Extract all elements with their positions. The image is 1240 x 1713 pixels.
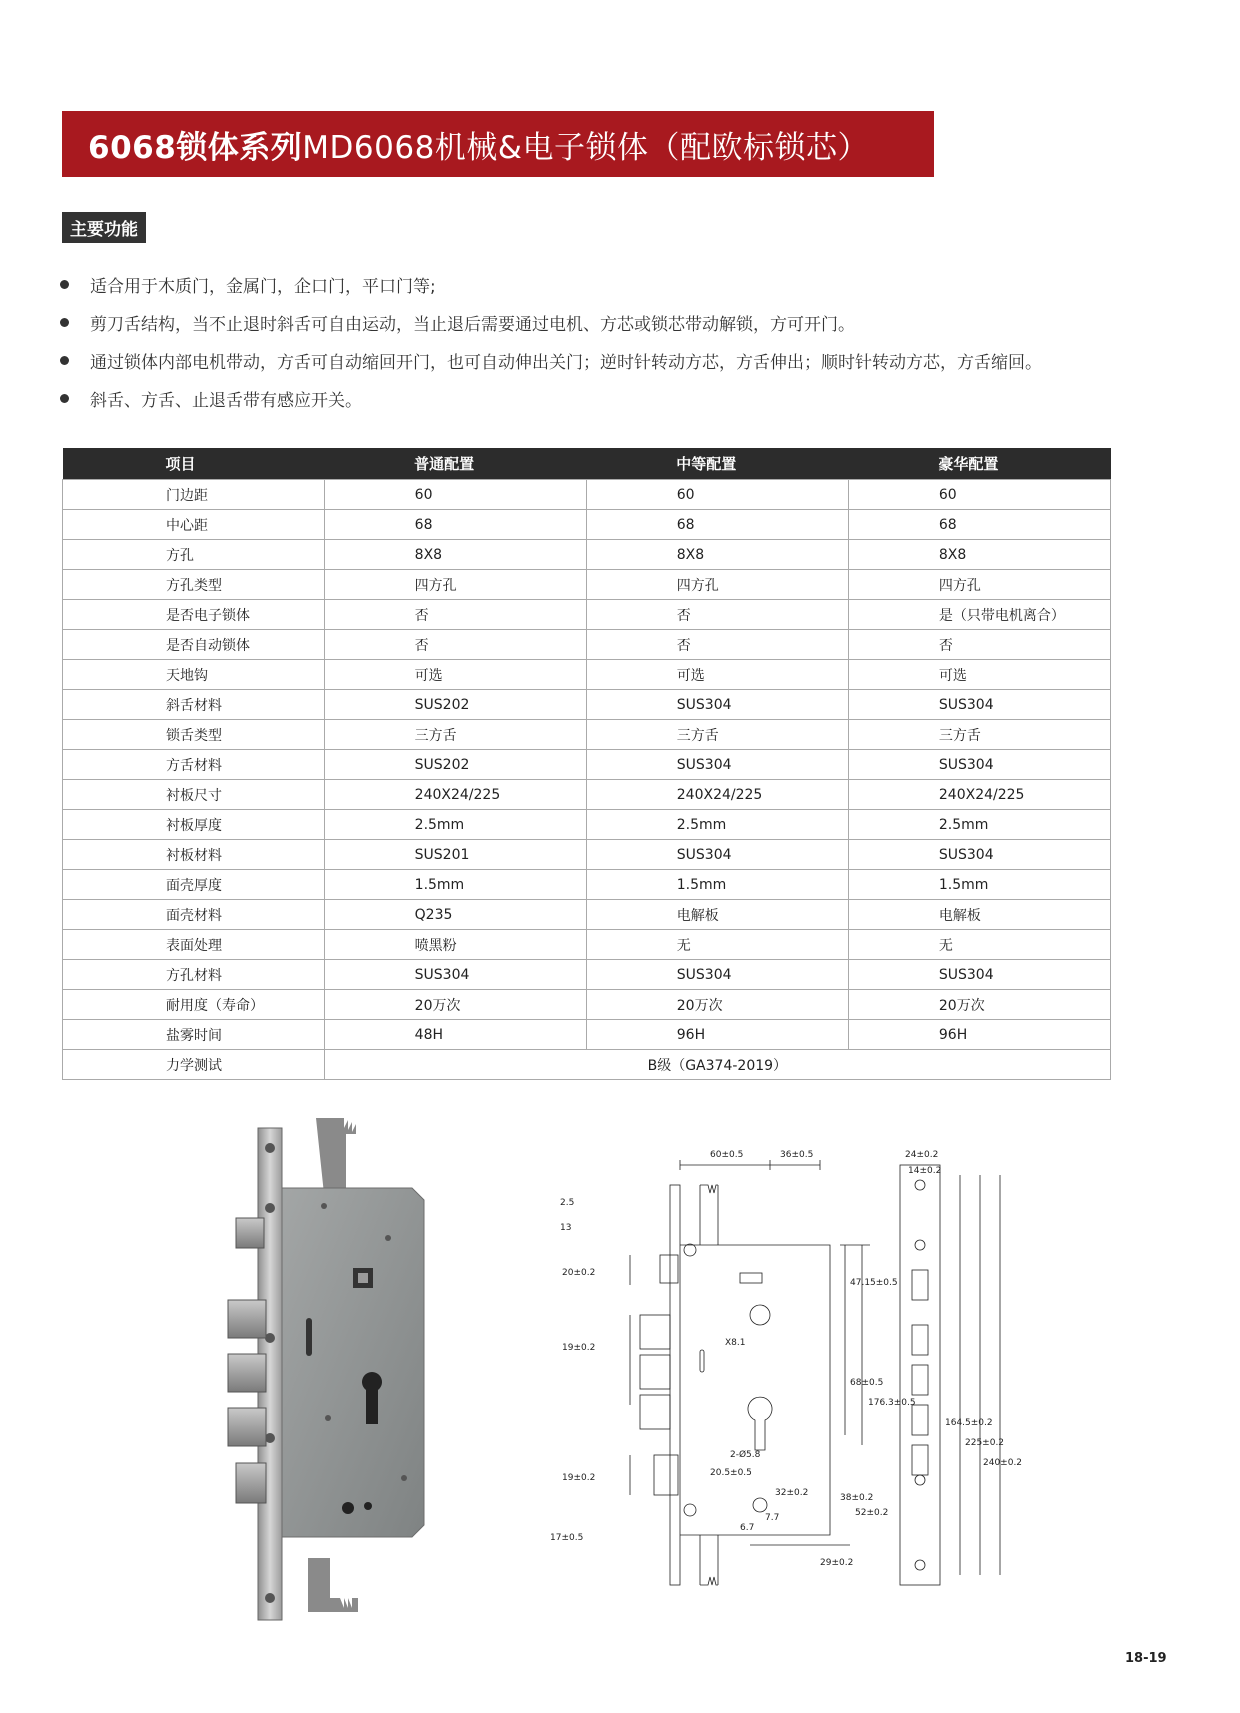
row-label: 力学测试 [63,1050,325,1080]
bullet-icon [60,280,69,289]
dim-label: 19±0.2 [562,1343,596,1353]
row-value: SUS304 [848,750,1110,780]
title-series: 6068锁体系列 [88,129,303,166]
row-value: 2.5mm [848,810,1110,840]
table-row [63,690,1111,720]
feature-item: 通过锁体内部电机带动，方舌可自动缩回开门，也可自动伸出关门；逆时针转动方芯，方舌伸出；顺时针转动方芯，方舌缩回。 [58,341,1042,379]
row-label: 方舌材料 [63,750,325,780]
row-value: 68 [586,510,848,540]
row-value: 无 [848,930,1110,960]
table-row [63,630,1111,660]
table-row [63,480,1111,510]
row-value: 8X8 [586,540,848,570]
page-title [62,111,934,177]
header-standard: 中等配置 [586,448,848,480]
row-value: 四方孔 [324,570,586,600]
row-label: 面壳厚度 [63,870,325,900]
table-row [63,840,1111,870]
row-value: 可选 [324,660,586,690]
row-label: 衬板材料 [63,840,325,870]
dim-label: 32±0.2 [775,1488,809,1498]
dim-label: 176.3±0.5 [868,1398,916,1408]
dim-label: 13 [560,1223,572,1233]
dim-label: 2-Ø5.8 [730,1450,761,1460]
row-label: 天地钩 [63,660,325,690]
row-label: 锁舌类型 [63,720,325,750]
row-value: 20万次 [586,990,848,1020]
feature-item: 剪刀舌结构，当不止退时斜舌可自由运动，当止退后需要通过电机、方芯或锁芯带动解锁，方可开门。 [58,303,1042,341]
row-value: 喷黑粉 [324,930,586,960]
bullet-icon [60,356,69,365]
row-value: 60 [848,480,1110,510]
row-value: 可选 [848,660,1110,690]
row-value: SUS304 [324,960,586,990]
table-row [63,960,1111,990]
feature-list [58,265,1042,417]
row-value: 60 [586,480,848,510]
row-value: 8X8 [848,540,1110,570]
table-row [63,810,1111,840]
table-row [63,870,1111,900]
row-value: 四方孔 [586,570,848,600]
feature-item: 斜舌、方舌、止退舌带有感应开关。 [58,379,1042,417]
row-value: SUS304 [848,690,1110,720]
table-row [63,750,1111,780]
row-value: SUS304 [848,840,1110,870]
row-value: 2.5mm [586,810,848,840]
spec-table [62,448,1111,1080]
row-value: SUS304 [586,690,848,720]
row-value: Q235 [324,900,586,930]
dim-label: 29±0.2 [820,1558,854,1568]
dim-label: X8.1 [725,1338,746,1348]
row-value: 1.5mm [586,870,848,900]
row-value: 三方舌 [848,720,1110,750]
dim-label: 6.7 [740,1523,755,1533]
header-luxury: 豪华配置 [848,448,1110,480]
row-label: 门边距 [63,480,325,510]
dim-label: 36±0.5 [780,1150,814,1160]
row-value: SUS304 [586,960,848,990]
row-value: 否 [586,600,848,630]
row-value: B级（GA374-2019） [324,1050,1110,1080]
dim-label: 52±0.2 [855,1508,889,1518]
dim-label: 19±0.2 [562,1473,596,1483]
table-row [63,570,1111,600]
row-label: 是否自动锁体 [63,630,325,660]
row-value: 否 [324,600,586,630]
dim-label: 225±0.2 [965,1438,1005,1448]
row-value: 可选 [586,660,848,690]
dim-label: 24±0.2 [905,1150,939,1160]
lock-body-photo [228,1118,468,1630]
row-value: 1.5mm [848,870,1110,900]
dim-label: 7.7 [765,1513,780,1523]
row-label: 衬板厚度 [63,810,325,840]
row-value: 电解板 [586,900,848,930]
dim-label: 164.5±0.2 [945,1418,993,1428]
row-value: SUS304 [586,750,848,780]
row-value: 20万次 [324,990,586,1020]
dim-label: 20.5±0.5 [710,1468,752,1478]
dim-label: 68±0.5 [850,1378,884,1388]
row-value: 96H [848,1020,1110,1050]
dim-label: 20±0.2 [562,1268,596,1278]
row-value: SUS202 [324,750,586,780]
table-header-row [63,448,1111,480]
row-value: 否 [848,630,1110,660]
row-value: 240X24/225 [586,780,848,810]
row-label: 衬板尺寸 [63,780,325,810]
row-value: 240X24/225 [324,780,586,810]
row-value: SUS304 [586,840,848,870]
row-value: 是（只带电机离合） [848,600,1110,630]
section-label: 主要功能 [62,212,146,243]
row-value: 三方舌 [324,720,586,750]
row-label: 方孔材料 [63,960,325,990]
row-value: 240X24/225 [848,780,1110,810]
table-row [63,540,1111,570]
row-label: 方孔类型 [63,570,325,600]
row-label: 盐雾时间 [63,1020,325,1050]
dim-label: 14±0.2 [908,1166,942,1176]
row-label: 中心距 [63,510,325,540]
row-value: 68 [848,510,1110,540]
row-label: 表面处理 [63,930,325,960]
row-label: 面壳材料 [63,900,325,930]
row-value: 68 [324,510,586,540]
row-value: 60 [324,480,586,510]
row-label: 耐用度（寿命） [63,990,325,1020]
row-value: 四方孔 [848,570,1110,600]
dim-label: 60±0.5 [710,1150,744,1160]
dim-label: 47.15±0.5 [850,1278,898,1288]
bullet-icon [60,318,69,327]
row-label: 是否电子锁体 [63,600,325,630]
row-value: 2.5mm [324,810,586,840]
dim-label: 240±0.2 [983,1458,1023,1468]
table-row [63,510,1111,540]
table-row [63,600,1111,630]
table-row [63,1020,1111,1050]
table-row [63,720,1111,750]
dim-label: 17±0.5 [550,1533,584,1543]
table-row [63,990,1111,1020]
table-row [63,660,1111,690]
table-row [63,1050,1111,1080]
dimension-drawing [550,1145,1023,1605]
row-label: 方孔 [63,540,325,570]
row-value: 20万次 [848,990,1110,1020]
title-model: MD6068机械&电子锁体（配欧标锁芯） [302,129,869,166]
table-row [63,900,1111,930]
row-value: 无 [586,930,848,960]
row-value: SUS304 [848,960,1110,990]
dim-label: 2.5 [560,1198,575,1208]
page-number: 18-19 [1125,1651,1167,1666]
bullet-icon [60,394,69,403]
row-value: 否 [324,630,586,660]
table-row [63,780,1111,810]
row-value: SUS201 [324,840,586,870]
table-row [63,930,1111,960]
row-value: 否 [586,630,848,660]
feature-item: 适合用于木质门，金属门，企口门，平口门等; [58,265,1042,303]
row-value: 48H [324,1020,586,1050]
row-value: 三方舌 [586,720,848,750]
row-value: 8X8 [324,540,586,570]
row-value: SUS202 [324,690,586,720]
row-value: 96H [586,1020,848,1050]
row-value: 电解板 [848,900,1110,930]
header-item: 项目 [63,448,325,480]
row-value: 1.5mm [324,870,586,900]
row-label: 斜舌材料 [63,690,325,720]
header-basic: 普通配置 [324,448,586,480]
dim-label: 38±0.2 [840,1493,874,1503]
